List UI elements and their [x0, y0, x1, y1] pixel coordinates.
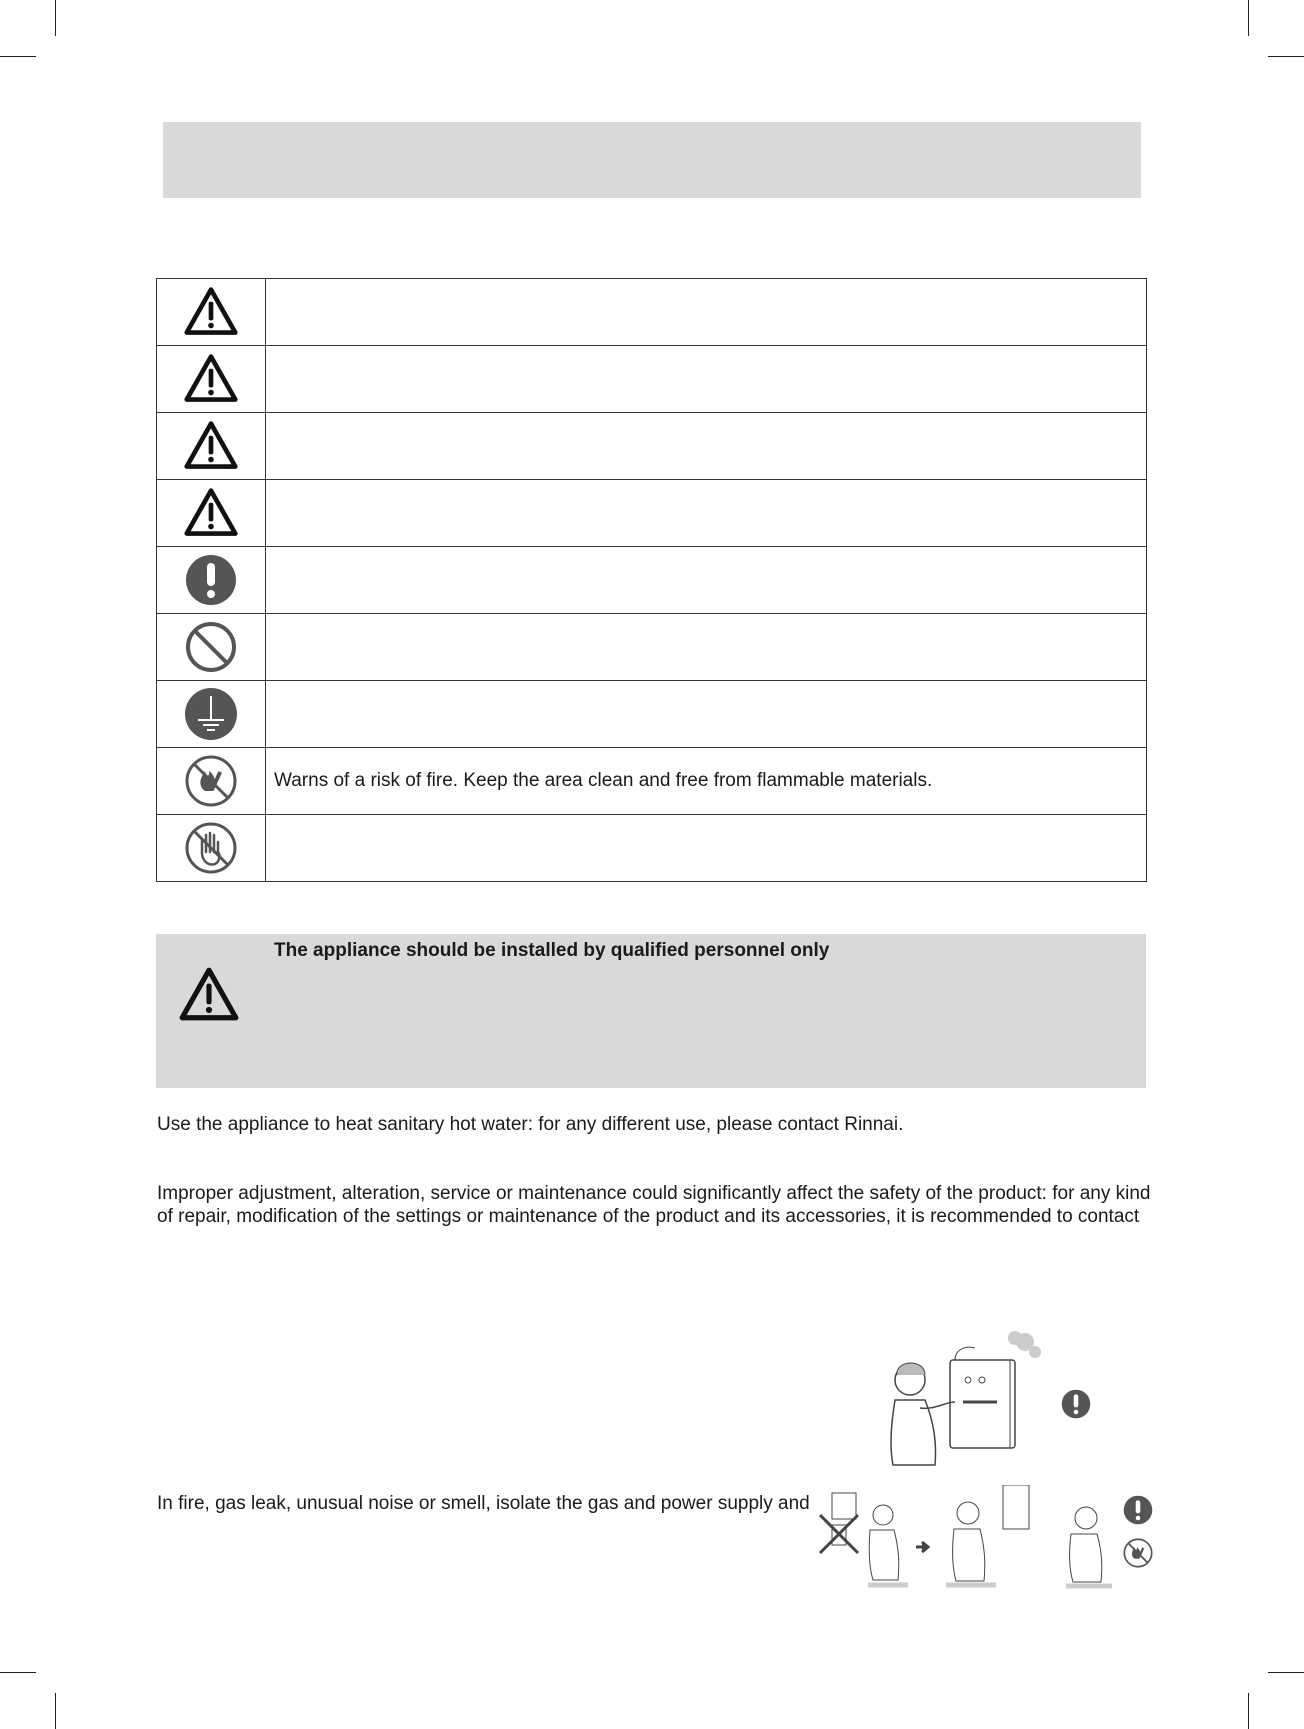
emergency-paragraph: In fire, gas leak, unusual noise or smell, isolate the gas and power supply and: [157, 1493, 810, 1514]
table-row: [157, 681, 1147, 748]
crop-mark: [1248, 0, 1249, 36]
warning-triangle-icon: [183, 284, 239, 340]
warning-triangle-icon: [183, 418, 239, 474]
woman-on-phone-illustration: [1056, 1500, 1126, 1590]
callout-title: The appliance should be installed by qualified personnel only: [274, 940, 830, 961]
ground-earth-icon: [183, 686, 239, 742]
adjustment-paragraph-line-2: of repair, modification of the settings or maintenance of the product and its accessories, it is recommended to contact: [157, 1206, 1140, 1227]
table-row: [157, 413, 1147, 480]
no-open-flame-icon: [183, 753, 239, 809]
crop-mark: [1268, 56, 1304, 57]
symbol-description: [266, 681, 1147, 748]
crop-mark: [1268, 1672, 1304, 1673]
symbol-description: [266, 480, 1147, 547]
crop-mark: [0, 56, 36, 57]
symbol-description: [266, 346, 1147, 413]
mandatory-exclamation-icon: [1060, 1388, 1092, 1420]
crop-mark: [1248, 1693, 1249, 1729]
warning-triangle-icon: [183, 485, 239, 541]
use-paragraph: Use the appliance to heat sanitary hot water: for any different use, please contact Rinnai.: [157, 1114, 904, 1135]
installation-warning-callout: [156, 934, 1146, 1088]
mandatory-exclamation-icon: [183, 552, 239, 608]
table-row: [157, 748, 1147, 815]
crop-mark: [0, 1672, 36, 1673]
gas-leak-illustration: [875, 1330, 1045, 1470]
symbol-description: [266, 547, 1147, 614]
table-row: [157, 279, 1147, 346]
adjustment-paragraph-line-1: Improper adjustment, alteration, service or maintenance could significantly affect the safety of the product: for any kind: [157, 1183, 1151, 1204]
symbol-table: [156, 278, 1147, 882]
prohibition-icon: [183, 619, 239, 675]
no-open-flame-icon: [1122, 1537, 1154, 1569]
do-not-touch-icon: [183, 820, 239, 876]
emergency-procedure-illustration: [818, 1485, 1048, 1590]
symbol-description: [266, 614, 1147, 681]
symbol-description: [266, 413, 1147, 480]
symbol-description: [266, 815, 1147, 882]
crop-mark: [55, 0, 56, 36]
section-header-band: [163, 122, 1141, 198]
table-row: [157, 480, 1147, 547]
table-row: [157, 614, 1147, 681]
table-row: [157, 815, 1147, 882]
symbol-description: [266, 279, 1147, 346]
crop-mark: [55, 1693, 56, 1729]
mandatory-exclamation-icon: [1122, 1494, 1154, 1526]
warning-triangle-icon: [178, 966, 240, 1024]
symbol-description: Warns of a risk of fire. Keep the area clean and free from flammable materials.: [266, 748, 1147, 815]
table-row: [157, 547, 1147, 614]
table-row: [157, 346, 1147, 413]
warning-triangle-icon: [183, 351, 239, 407]
